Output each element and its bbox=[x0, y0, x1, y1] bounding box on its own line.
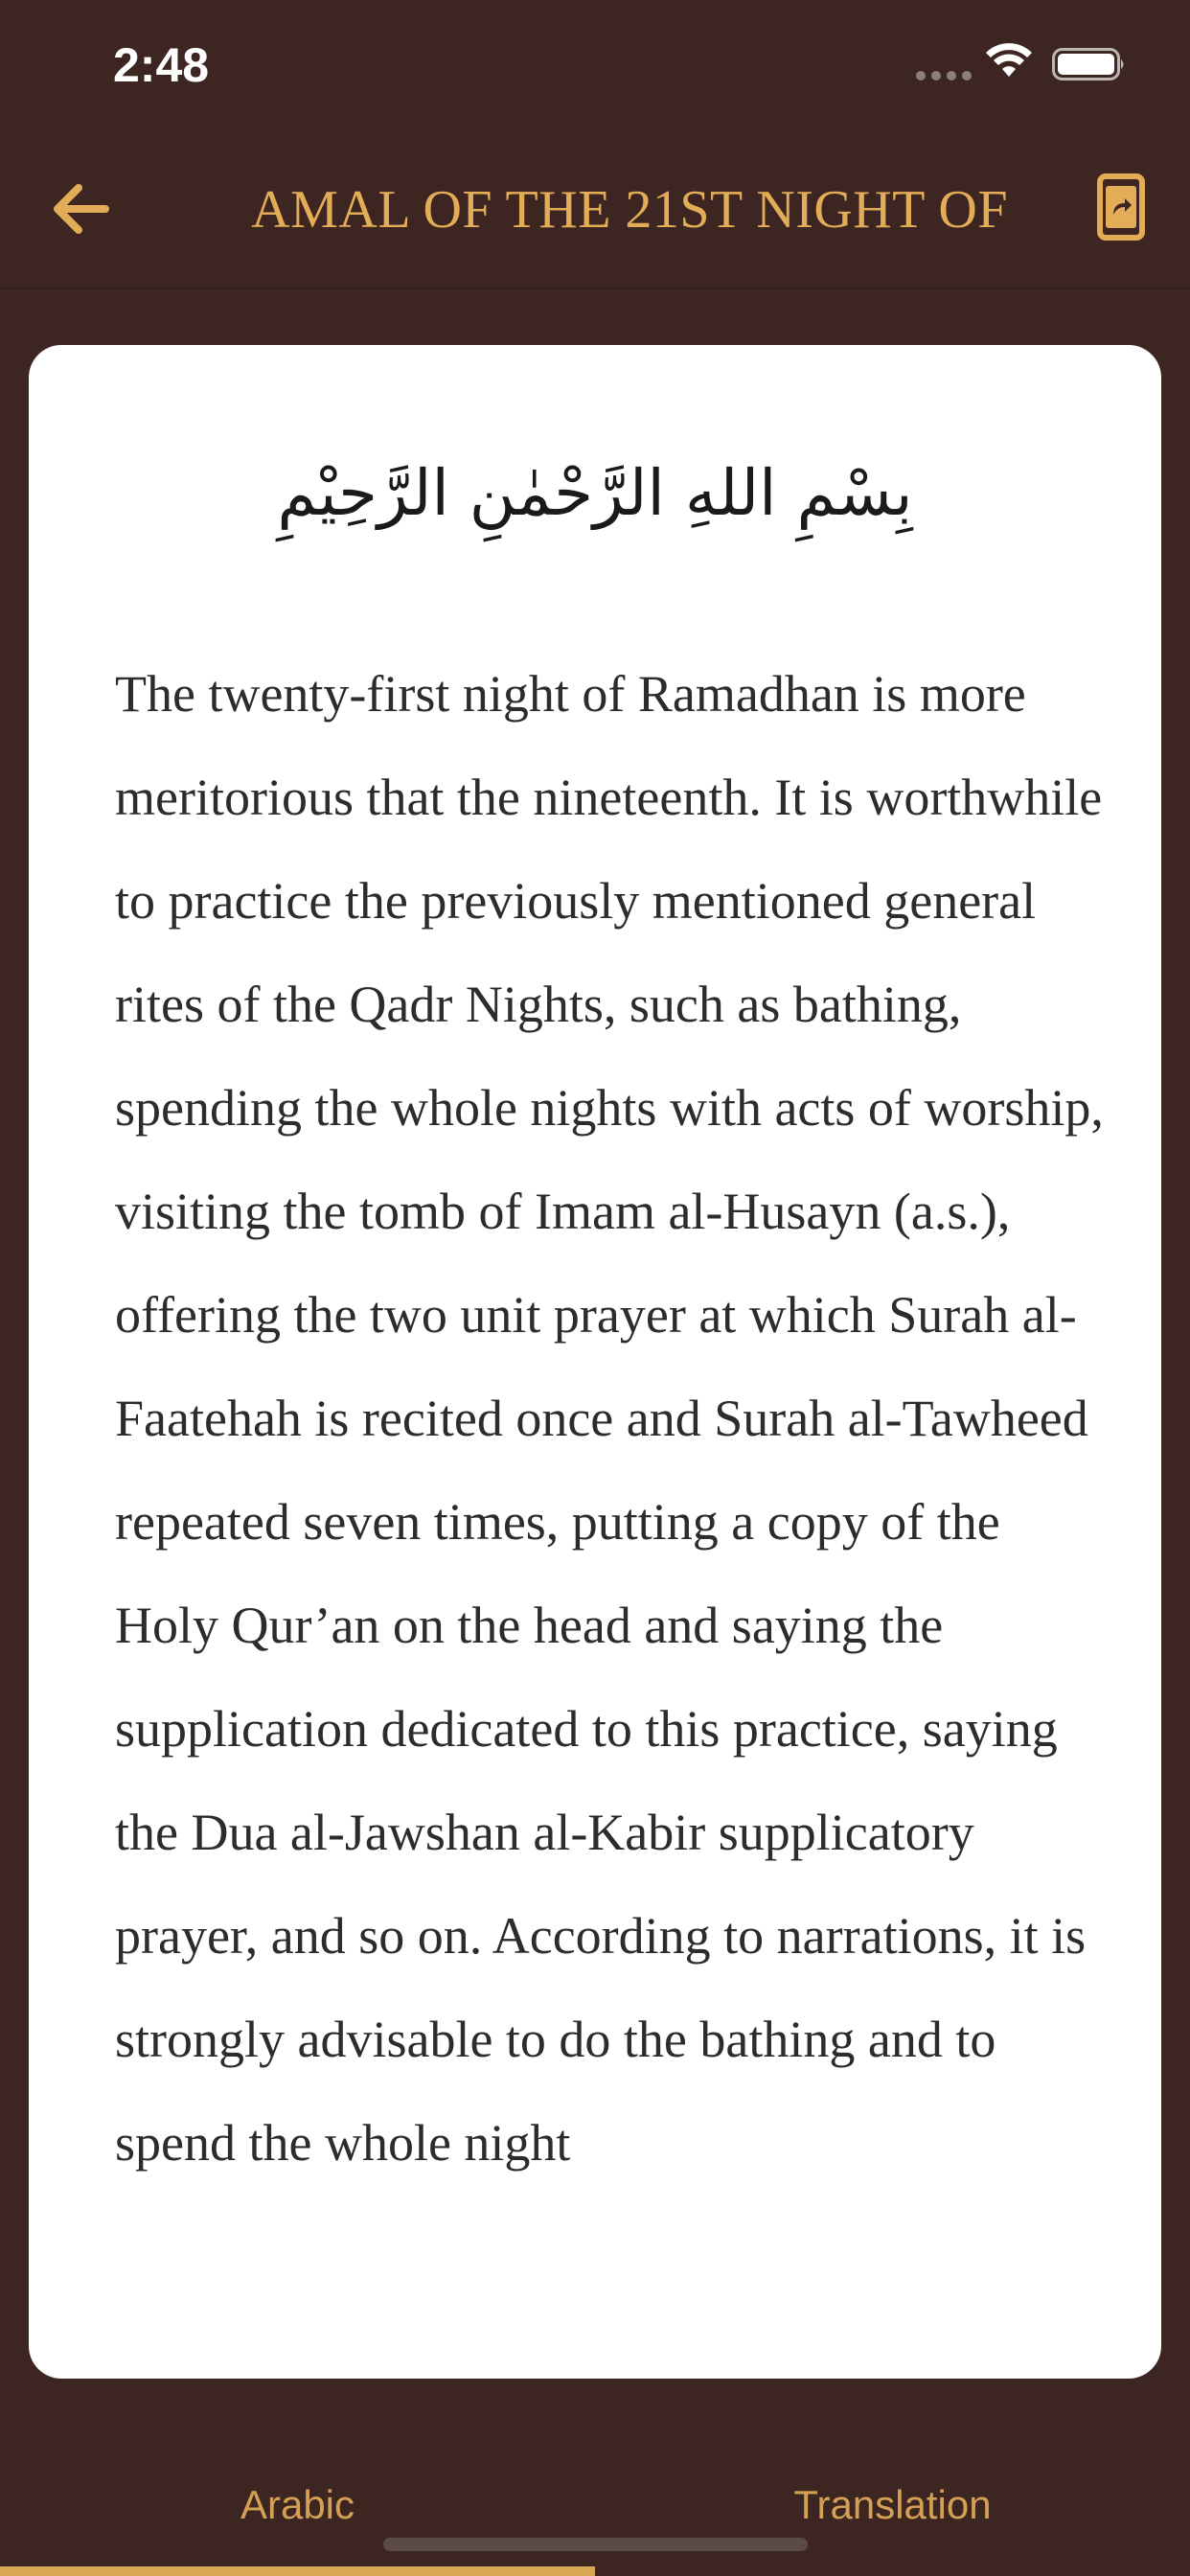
bismillah-heading: بِسْمِ اللهِ الرَّحْمٰنِ الرَّحِيْمِ bbox=[277, 456, 913, 530]
home-indicator bbox=[383, 2538, 808, 2551]
page-title: AMAL OF THE 21ST NIGHT OF bbox=[251, 180, 1008, 240]
wifi-icon bbox=[985, 42, 1033, 80]
tab-translation[interactable]: Translation bbox=[793, 2482, 992, 2527]
status-time: 2:48 bbox=[113, 38, 210, 92]
signal-icon bbox=[916, 71, 972, 80]
active-tab-indicator bbox=[0, 2566, 595, 2576]
tab-bar bbox=[0, 2453, 1190, 2576]
content-card bbox=[29, 345, 1161, 2379]
page-title-container bbox=[203, 167, 1008, 253]
nav-bar bbox=[0, 134, 1190, 289]
body-text: The twenty-first night of Ramadhan is more meritorious that the nineteenth. It is worthwhile to practice the previously mentioned general rites of the Qadr Nights, such as bathing, spending the whole nights with acts of worship, visiting the tomb of Imam al-Husayn (a.s.), offering the two unit prayer at which Surah al-Faatehah is recited once and Surah al-Tawheed repeated seven times, putting a copy of the Holy Qur’an on the head and saying the supplication dedicated to this practice, saying the Dua al-Jawshan al-Kabir supplicatory prayer, and so on. According to narrations, it is strongly advisable to do the bathing and to spend the whole night bbox=[115, 665, 1104, 2172]
tab-arabic[interactable]: Arabic bbox=[240, 2482, 355, 2527]
battery-icon bbox=[1052, 48, 1127, 80]
share-icon[interactable] bbox=[1096, 172, 1146, 242]
status-bar bbox=[0, 0, 1190, 134]
arrow-left-icon[interactable] bbox=[46, 174, 115, 243]
